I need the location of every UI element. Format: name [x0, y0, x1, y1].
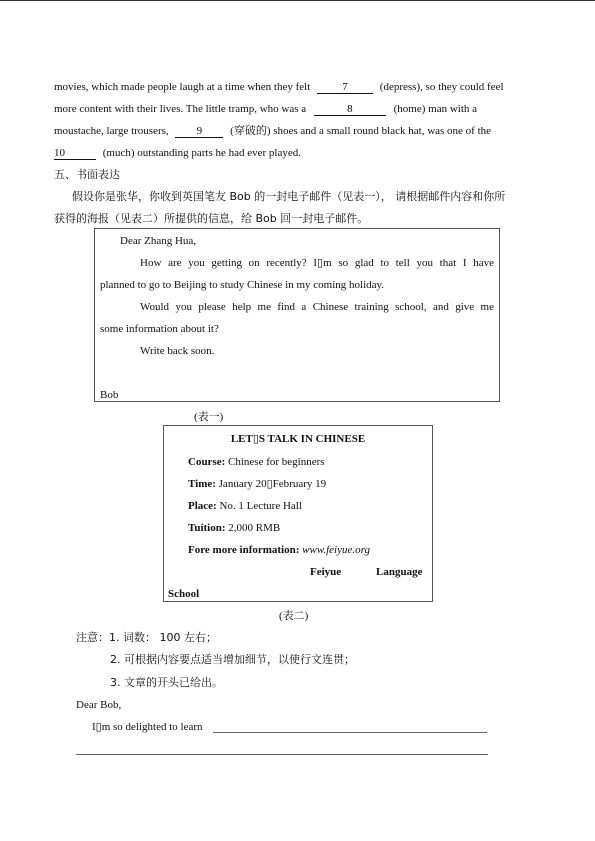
cloze-text: movies, which made people laugh at a time when they felt [54, 81, 311, 93]
email-paragraph-2b: some information about it? [100, 323, 219, 335]
note-3: 3. 文章的开头已给出。 [110, 676, 223, 689]
answer-greeting: Dear Bob, [76, 699, 122, 711]
cloze-text: moustache, large trousers, [54, 125, 169, 137]
email-box [94, 228, 500, 402]
top-border-line [0, 0, 595, 1]
note-1: 注意：1. 词数： 100 左右； [76, 631, 217, 644]
cloze-text: more content with their lives. The little tramp, who was a [54, 103, 307, 115]
email-signature: Bob [100, 389, 119, 401]
poster-school-name-1: Feiyue [310, 566, 342, 578]
email-paragraph-1b: planned to go to Beijing to study Chinese in my coming holiday. [100, 279, 385, 291]
cloze-line-2 [54, 102, 477, 116]
cloze-line-1 [54, 80, 504, 94]
cloze-text: (depress), so they could feel [379, 81, 504, 93]
poster-course [188, 455, 325, 469]
answer-writing-line-2[interactable] [76, 754, 488, 755]
blank-9[interactable]: 9 [175, 125, 223, 138]
section-heading: 五、书面表达 [54, 168, 120, 181]
blank-7[interactable]: 7 [317, 81, 373, 94]
time-value: January 20▯February 19 [218, 478, 327, 490]
note-2: 2. 可根据内容要点适当增加细节，以使行文连贯； [110, 653, 355, 666]
place-label: Place: [188, 500, 217, 512]
course-value: Chinese for beginners [228, 456, 325, 468]
blank-10[interactable]: 10 [54, 147, 96, 160]
cloze-text: (home) man with a [393, 103, 478, 115]
cloze-line-3 [54, 124, 491, 138]
table-1-caption: (表一) [194, 411, 224, 423]
table-2-caption: (表二) [279, 610, 309, 622]
tuition-value: 2,000 RMB [228, 522, 281, 534]
answer-writing-line-1[interactable] [213, 732, 487, 733]
cloze-line-4 [54, 146, 301, 160]
info-label: Fore more information: [188, 544, 300, 556]
blank-8[interactable]: 8 [314, 103, 386, 116]
poster-title: LET▯S TALK IN CHINESE [230, 433, 366, 445]
email-paragraph-3: Write back soon. [140, 345, 215, 357]
answer-first-line: I▯m so delighted to learn [92, 721, 203, 733]
tuition-label: Tuition: [188, 522, 226, 534]
email-greeting: Dear Zhang Hua, [120, 235, 197, 247]
course-label: Course: [188, 456, 226, 468]
cloze-text: (much) outstanding parts he had ever played. [102, 147, 301, 159]
poster-place [188, 499, 302, 513]
email-paragraph-2a: Would you please help me find a Chinese training school, and give me [140, 301, 494, 313]
poster-tuition [188, 521, 280, 535]
poster-school-name-2: Language [376, 566, 423, 578]
instruction-line-2: 获得的海报（见表二）所提供的信息，给 Bob 回一封电子邮件。 [54, 212, 369, 225]
place-value: No. 1 Lecture Hall [219, 500, 302, 512]
poster-school-name-3: School [168, 588, 200, 600]
website-link[interactable]: www.feiyue.org [302, 544, 370, 556]
email-paragraph-1a: How are you getting on recently? I▯m so glad to tell you that I have [140, 257, 494, 269]
poster-more-info [188, 543, 370, 557]
cloze-text: (穿破的) shoes and a small round black hat, was one of the [230, 125, 492, 137]
time-label: Time: [188, 478, 216, 490]
instruction-line-1: 假设你是张华，你收到英国笔友 Bob 的一封电子邮件（见表一）， 请根据邮件内容和你所 [72, 190, 506, 203]
poster-time [188, 477, 326, 491]
